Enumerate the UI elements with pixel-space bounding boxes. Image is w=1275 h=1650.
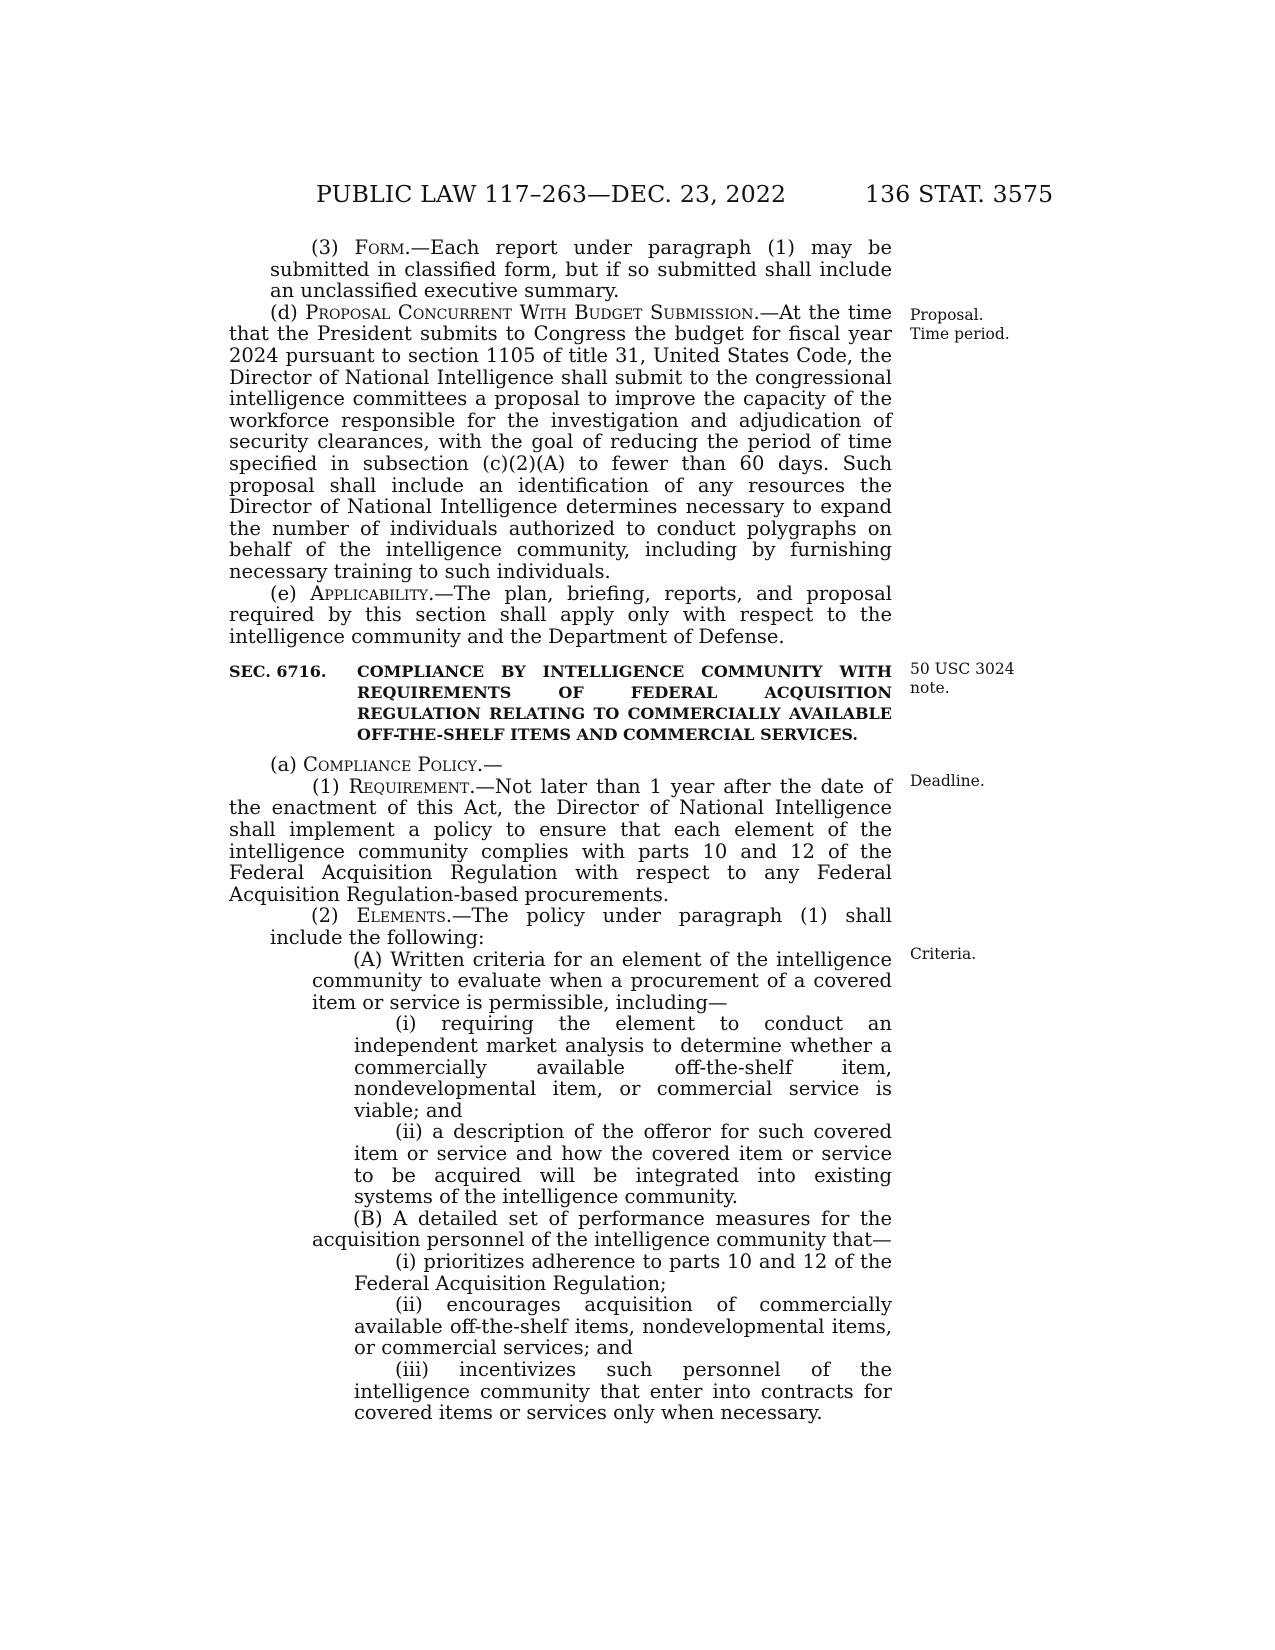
paragraph-d: (d) Proposal Concurrent With Budget Submission.—At the time that the President submits to Congress the budget for fiscal year 2024 pursuant to section 1105 of title 31, United States Code, the Director of National Intelligence shall submit to the congressional intelligence committees a proposal to improve the capacity of the workforce responsible for the investigation and adjudication of security clearances, with the goal of reducing the period of time specified in subsection (c)(2)(A) to fewer than 60 days. Such proposal shall include an identification of any resources the Director of National Intelligence determines necessary to expand the number of individuals authorized to conduct polygraphs on behalf of the intelligence community, including by furnishing necessary training to such individuals. <box>229 300 892 583</box>
body-text <box>229 237 892 1424</box>
paragraph-a1: (1) Requirement.—Not later than 1 year after the date of the enactment of this Act, the Director of National Intelligence shall implement a policy to ensure that each element of the intelligence community complies with parts 10 and 12 of the Federal Acquisition Regulation with respect to any Federal Acquisition Regulation-based procurements. <box>229 774 892 906</box>
paragraph-B-iii: (iii) incentivizes such personnel of the intelligence community that enter into contracts for covered items or services only when necessary. <box>354 1357 892 1425</box>
section-heading <box>229 661 892 745</box>
paragraph-a2: (2) Elements.—The policy under paragraph (1) shall include the following: <box>270 904 892 950</box>
heading-proposal: Proposal Concurrent With Budget Submission <box>305 300 754 324</box>
paragraph-B-i: (i) prioritizes adherence to parts 10 and 12 of the Federal Acquisition Regulation; <box>354 1249 892 1295</box>
page-header <box>0 180 1275 220</box>
paragraph-A: (A) Written criteria for an element of the intelligence community to evaluate when a procurement of a covered item or service is permissible, including— <box>312 947 892 1014</box>
margin-note-deadline: Deadline. <box>910 772 985 790</box>
paragraph-A-i: (i) requiring the element to conduct an independent market analysis to determine whether a commercially available off-the-shelf item, nondevelopmental item, or commercial service is viable; and <box>354 1012 892 1122</box>
paragraph-B: (B) A detailed set of performance measures for the acquisition personnel of the intelligence community that— <box>312 1206 892 1252</box>
running-head-title: PUBLIC LAW 117–263—DEC. 23, 2022 <box>316 180 787 208</box>
paragraph-e: (e) Applicability.—The plan, briefing, reports, and proposal required by this section shall apply only with respect to the intelligence community and the Department of Defense. <box>229 581 892 648</box>
heading-elements: Elements <box>356 904 446 928</box>
page-number: 136 STAT. 3575 <box>865 180 1054 208</box>
section-title: COMPLIANCE BY INTELLIGENCE COMMUNITY WITH REQUIREMENTS OF FEDERAL ACQUISITION REGULATION RELATING TO COMMERCIALLY AVAILABLE OFF-THE-SHELF ITEMS AND COMMERCIAL SERVICES. <box>357 662 892 745</box>
section-number: SEC. 6716. <box>229 662 327 682</box>
heading-form: Form <box>354 236 405 259</box>
paragraph-A-ii: (ii) a description of the offeror for such covered item or service and how the covered item or service to be acquired will be integrated into existing systems of the intelligence community. <box>354 1120 892 1209</box>
heading-compliance-policy: Compliance Policy <box>303 753 477 777</box>
paragraph-B-ii: (ii) encourages acquisition of commercially available off-the-shelf items, nondevelopmental items, or commercial services; and <box>354 1293 892 1360</box>
paragraph-a: (a) Compliance Policy.— <box>270 753 503 777</box>
heading-applicability: Applicability <box>310 581 429 605</box>
margin-note-criteria: Criteria. <box>910 945 977 963</box>
margin-note-proposal: Proposal. Time period. <box>910 306 1010 343</box>
margin-note-usc: 50 USC 3024 note. <box>910 660 1015 697</box>
paragraph-c3: (3) Form.—Each report under paragraph (1) may be submitted in classified form, but if so submitted shall include an unclassified executive summary. <box>270 236 892 303</box>
heading-requirement: Requirement <box>348 774 470 798</box>
